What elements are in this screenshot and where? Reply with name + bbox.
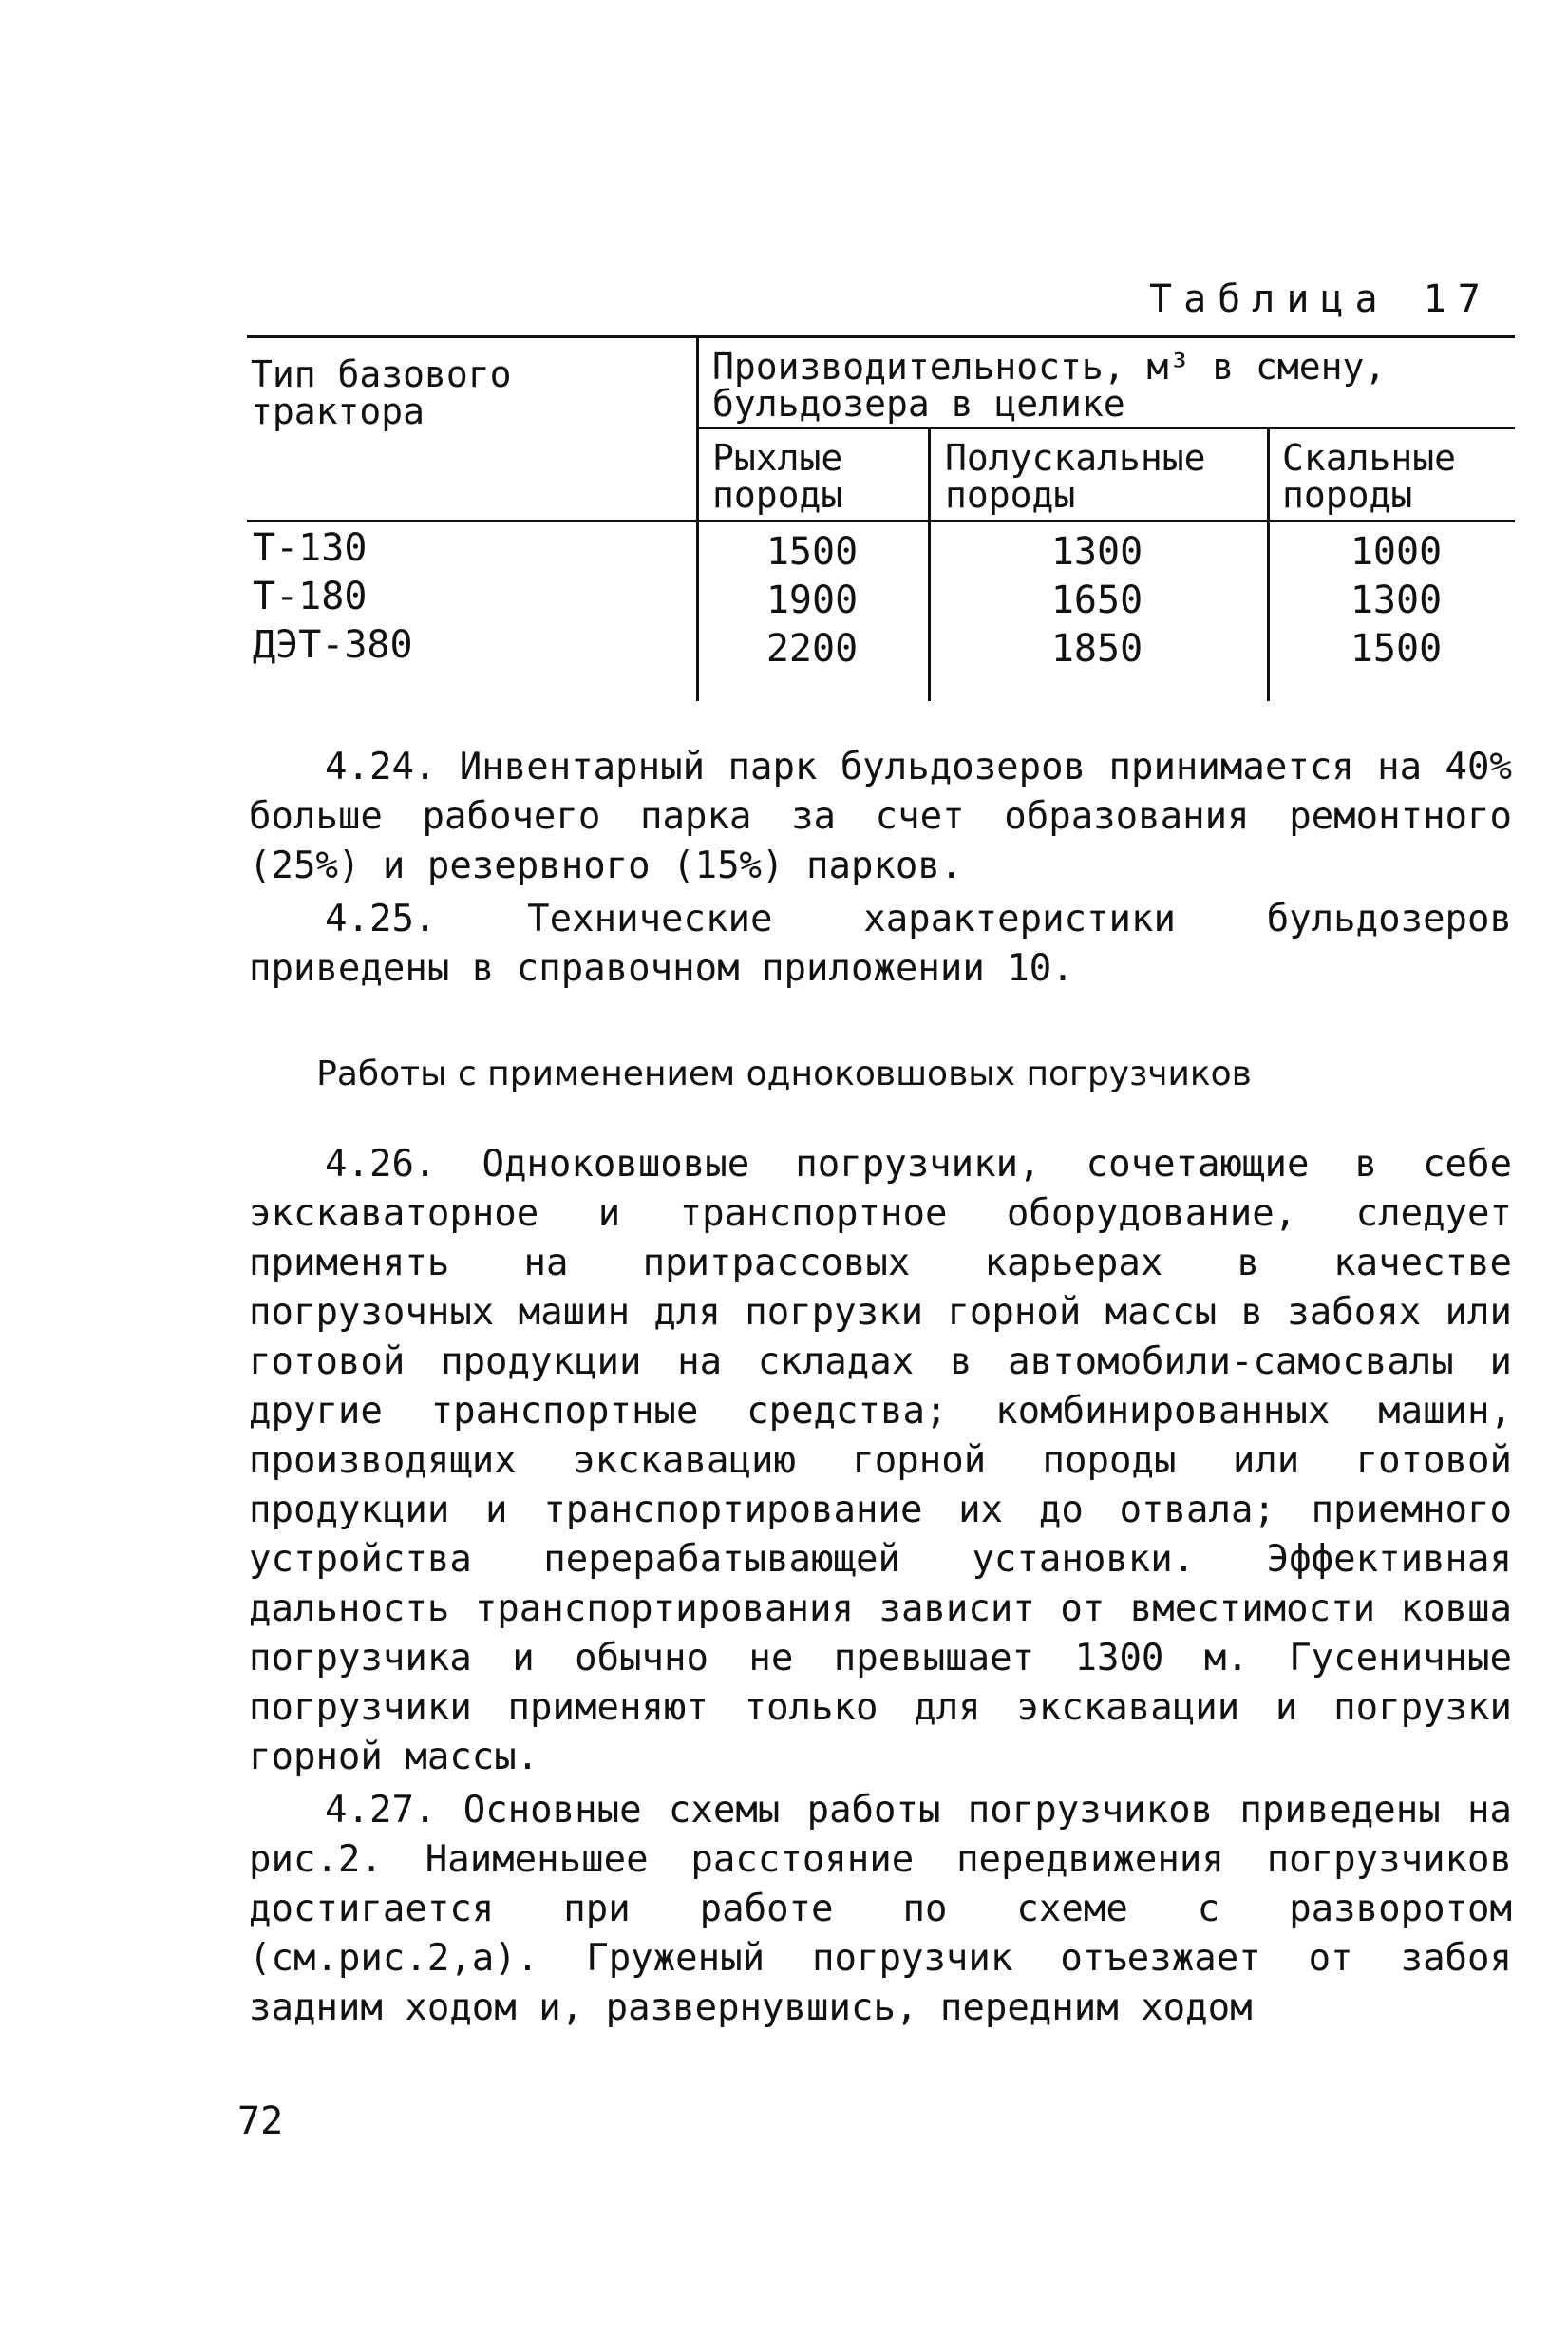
paragraph-4-27: 4.27. Основные схемы работы погрузчиков приведены на рис.2. Наименьшее расстояние передвижения погрузчиков достигается при работе по схеме с разворотом (см.рис.2,а). Груженый погрузчик отъезжает от забоя задним ходом и, развернувшись, передним ходом bbox=[249, 1789, 1512, 2029]
row-value: 1500 bbox=[765, 530, 859, 574]
row-value: 2200 bbox=[765, 627, 859, 671]
row-value: 1900 bbox=[765, 579, 859, 622]
row-value: 1850 bbox=[1050, 627, 1143, 671]
paragraphs-bottom bbox=[249, 1140, 1512, 2037]
row-type: ДЭТ-380 bbox=[253, 623, 413, 667]
table-header-bottom-rule bbox=[247, 520, 1515, 522]
paragraph-4-25: 4.25. Технические характеристики бульдозеров приведены в справочном приложении 10. bbox=[249, 898, 1512, 990]
paragraph-4-26: 4.26. Одноковшовые погрузчики, сочетающие в себе экскаваторное и транспортное оборудование, следует применять на притрассовых карьерах в качестве погрузочных машин для погрузки горной массы в забоях или готовой продукции на складах в автомобили-самосвалы и другие транспортные средства; комбинированных машин, производящих экскавацию горной породы или готовой продукции и транспортирование их до отвала; приемного устройства перерабатывающей установки. Эффективная дальность транспортирования зависит от вместимости ковша погрузчика и обычно не превышает 1300 м. Гусеничные погрузчики применяют только для экскавации и погрузки горной массы. bbox=[249, 1143, 1512, 1778]
subheader-rock: Скальные породы bbox=[1282, 437, 1457, 516]
header-productivity: Производительность, м³ в смену, бульдозера в целике bbox=[712, 346, 1387, 425]
row-type: Т-130 bbox=[253, 526, 368, 570]
page-number: 72 bbox=[237, 2099, 284, 2143]
table-subheader-rule bbox=[698, 427, 1515, 429]
row-value: 1300 bbox=[1350, 579, 1443, 622]
row-value: 1650 bbox=[1050, 579, 1143, 622]
row-value: 1500 bbox=[1350, 627, 1443, 671]
row-value: 1300 bbox=[1050, 530, 1143, 574]
table-caption: Таблица 17 bbox=[1149, 277, 1492, 321]
header-tractor-type: Тип базового трактора bbox=[251, 353, 512, 432]
productivity-table bbox=[247, 335, 1515, 706]
table-col-divider-1 bbox=[696, 335, 699, 701]
row-type: Т-180 bbox=[253, 575, 368, 618]
paragraphs-top bbox=[249, 743, 1512, 997]
paragraph-4-24: 4.24. Инвентарный парк бульдозеров принимается на 40% больше рабочего парка за счет образования ремонтного (25%) и резервного (15%) парков. bbox=[249, 746, 1512, 887]
table-col-divider-3 bbox=[1267, 427, 1270, 701]
table-col-divider-2 bbox=[928, 427, 931, 701]
subheader-semirock: Полускальные породы bbox=[945, 437, 1206, 516]
row-value: 1000 bbox=[1350, 530, 1443, 574]
table-top-rule bbox=[247, 335, 1515, 338]
subheader-loose: Рыхлые породы bbox=[712, 437, 843, 516]
section-heading: Работы с применением одноковшовых погрузчиков bbox=[316, 1054, 1252, 1093]
